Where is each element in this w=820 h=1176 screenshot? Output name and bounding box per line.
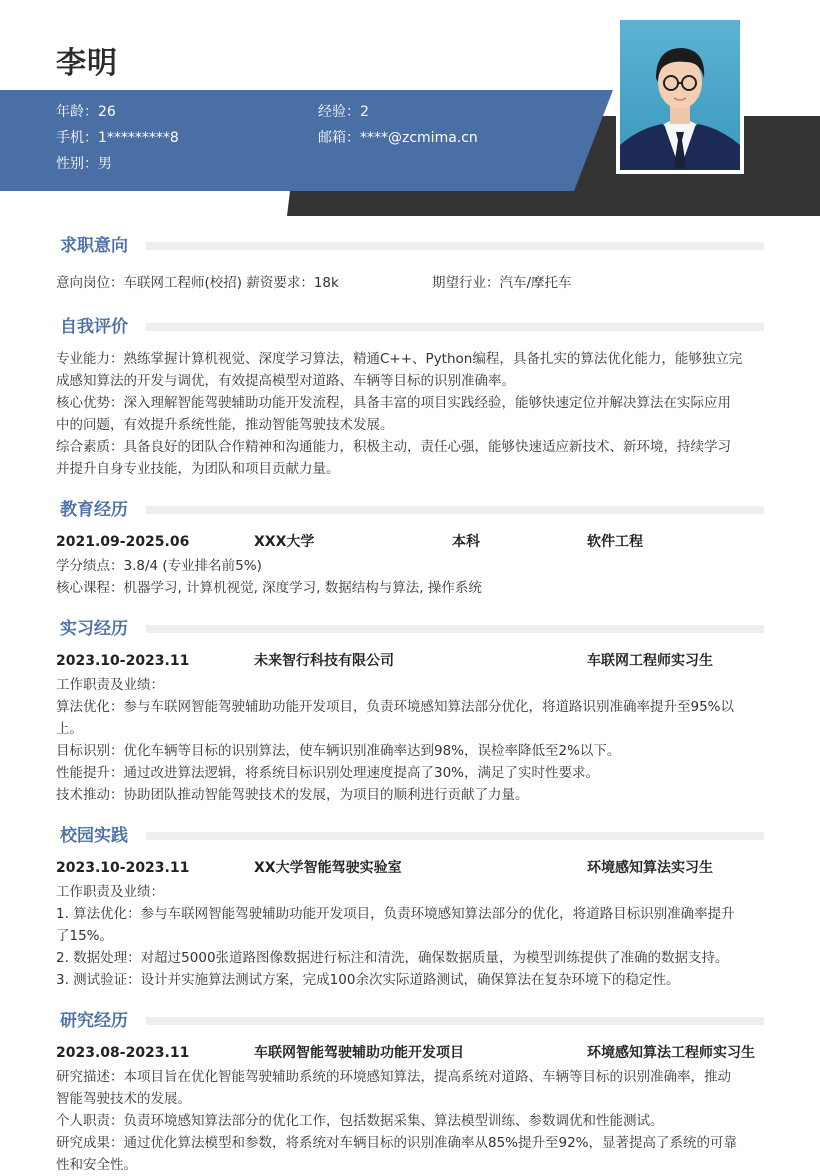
internship-line: 技术推动：协助团队推动智能驾驶技术的发展，为项目的顺利进行贡献了力量。 (56, 787, 529, 803)
research-project: 车联网智能驾驶辅助功能开发项目 (254, 1045, 464, 1061)
self-eval-line: 核心优势：深入理解智能驾驶辅助功能开发流程，具备丰富的项目实践经验，能够快速定位并解决算法在实际应用 (56, 395, 731, 411)
internship-line: 算法优化：参与车联网智能驾驶辅助功能开发项目，负责环境感知算法部分优化，将道路识别准确率提升至95%以 (56, 699, 735, 715)
section-divider (146, 242, 764, 250)
self-eval-line: 中的问题，有效提升系统性能，推动智能驾驶技术发展。 (56, 417, 394, 433)
internship-company: 未来智行科技有限公司 (254, 653, 394, 669)
self-eval-line: 综合素质：具备良好的团队合作精神和沟通能力，积极主动，责任心强，能够快速适应新技术、新环境，持续学习 (56, 439, 731, 455)
campus-line: 2. 数据处理：对超过5000张道路图像数据进行标注和清洗，确保数据质量，为模型训练提供了准确的数据支持。 (56, 950, 729, 966)
research-line: 性和安全性。 (56, 1157, 137, 1173)
section-job-intention-header (56, 233, 764, 259)
section-education-header (56, 497, 764, 523)
section-title: 实习经历 (60, 616, 138, 642)
section-title: 校园实践 (60, 823, 138, 849)
section-title: 求职意向 (60, 233, 138, 259)
section-self-eval-header (56, 314, 764, 340)
campus-date: 2023.10-2023.11 (56, 860, 190, 876)
gender-field: 性别：男 (56, 156, 112, 172)
education-line: 学分绩点：3.8/4 (专业排名前5%) (56, 558, 262, 574)
education-line: 核心课程：机器学习, 计算机视觉, 深度学习, 数据结构与算法, 操作系统 (56, 580, 482, 596)
section-divider (146, 1017, 764, 1025)
section-title: 自我评价 (60, 314, 138, 340)
self-eval-line: 成感知算法的开发与调优，有效提高模型对道路、车辆等目标的识别准确率。 (56, 373, 515, 389)
section-research-header (56, 1008, 764, 1034)
research-line: 研究成果：通过优化算法模型和参数，将系统对车辆目标的识别准确率从85%提升至92%，显著提高了系统的可靠 (56, 1135, 738, 1151)
section-campus-header (56, 823, 764, 849)
research-line: 个人职责：负责环境感知算法部分的优化工作，包括数据采集、算法模型训练、参数调优和性能测试。 (56, 1113, 664, 1129)
experience-field: 经验：2 (318, 104, 369, 120)
self-eval-line: 并提升自身专业技能，为团队和项目贡献力量。 (56, 461, 340, 477)
internship-line: 上。 (56, 721, 83, 737)
section-divider (146, 832, 764, 840)
research-line: 智能驾驶技术的发展。 (56, 1091, 191, 1107)
expected-industry: 期望行业：汽车/摩托车 (432, 275, 572, 291)
research-date: 2023.08-2023.11 (56, 1045, 190, 1061)
section-divider (146, 506, 764, 514)
section-internship-header (56, 616, 764, 642)
section-title: 研究经历 (60, 1008, 138, 1034)
internship-role: 车联网工程师实习生 (587, 653, 713, 669)
candidate-name: 李明 (56, 46, 118, 81)
research-line: 研究描述：本项目旨在优化智能驾驶辅助系统的环境感知算法，提高系统对道路、车辆等目标的识别准确率，推动 (56, 1069, 731, 1085)
campus-role: 环境感知算法实习生 (587, 860, 713, 876)
education-date: 2021.09-2025.06 (56, 534, 190, 550)
campus-line: 1. 算法优化：参与车联网智能驾驶辅助功能开发项目，负责环境感知算法部分的优化，将道路目标识别准确率提升 (56, 906, 735, 922)
internship-line: 工作职责及业绩： (56, 677, 164, 693)
campus-line: 了15%。 (56, 928, 114, 944)
campus-line: 工作职责及业绩： (56, 884, 164, 900)
profile-photo-frame (616, 16, 744, 174)
profile-photo (620, 20, 740, 170)
campus-org: XX大学智能驾驶实验室 (254, 860, 402, 876)
section-divider (146, 625, 764, 633)
section-divider (146, 323, 764, 331)
research-role: 环境感知算法工程师实习生 (587, 1045, 755, 1061)
education-school: XXX大学 (254, 534, 315, 550)
intended-position: 意向岗位：车联网工程师(校招) 薪资要求：18k (56, 275, 339, 291)
portrait-illustration (620, 20, 740, 170)
section-title: 教育经历 (60, 497, 138, 523)
phone-field: 手机：1*********8 (56, 130, 179, 146)
internship-date: 2023.10-2023.11 (56, 653, 190, 669)
internship-line: 性能提升：通过改进算法逻辑，将系统目标识别处理速度提高了30%，满足了实时性要求。 (56, 765, 600, 781)
education-major: 软件工程 (587, 534, 643, 550)
education-degree: 本科 (452, 534, 480, 550)
self-eval-line: 专业能力：熟练掌握计算机视觉、深度学习算法，精通C++、Python编程，具备扎实的算法优化能力，能够独立完 (56, 351, 743, 367)
age-field: 年龄：26 (56, 104, 116, 120)
internship-line: 目标识别：优化车辆等目标的识别算法，使车辆识别准确率达到98%，误检率降低至2%以下。 (56, 743, 621, 759)
campus-line: 3. 测试验证：设计并实施算法测试方案，完成100余次实际道路测试，确保算法在复杂环境下的稳定性。 (56, 972, 680, 988)
email-field: 邮箱：****@zcmima.cn (318, 130, 478, 146)
